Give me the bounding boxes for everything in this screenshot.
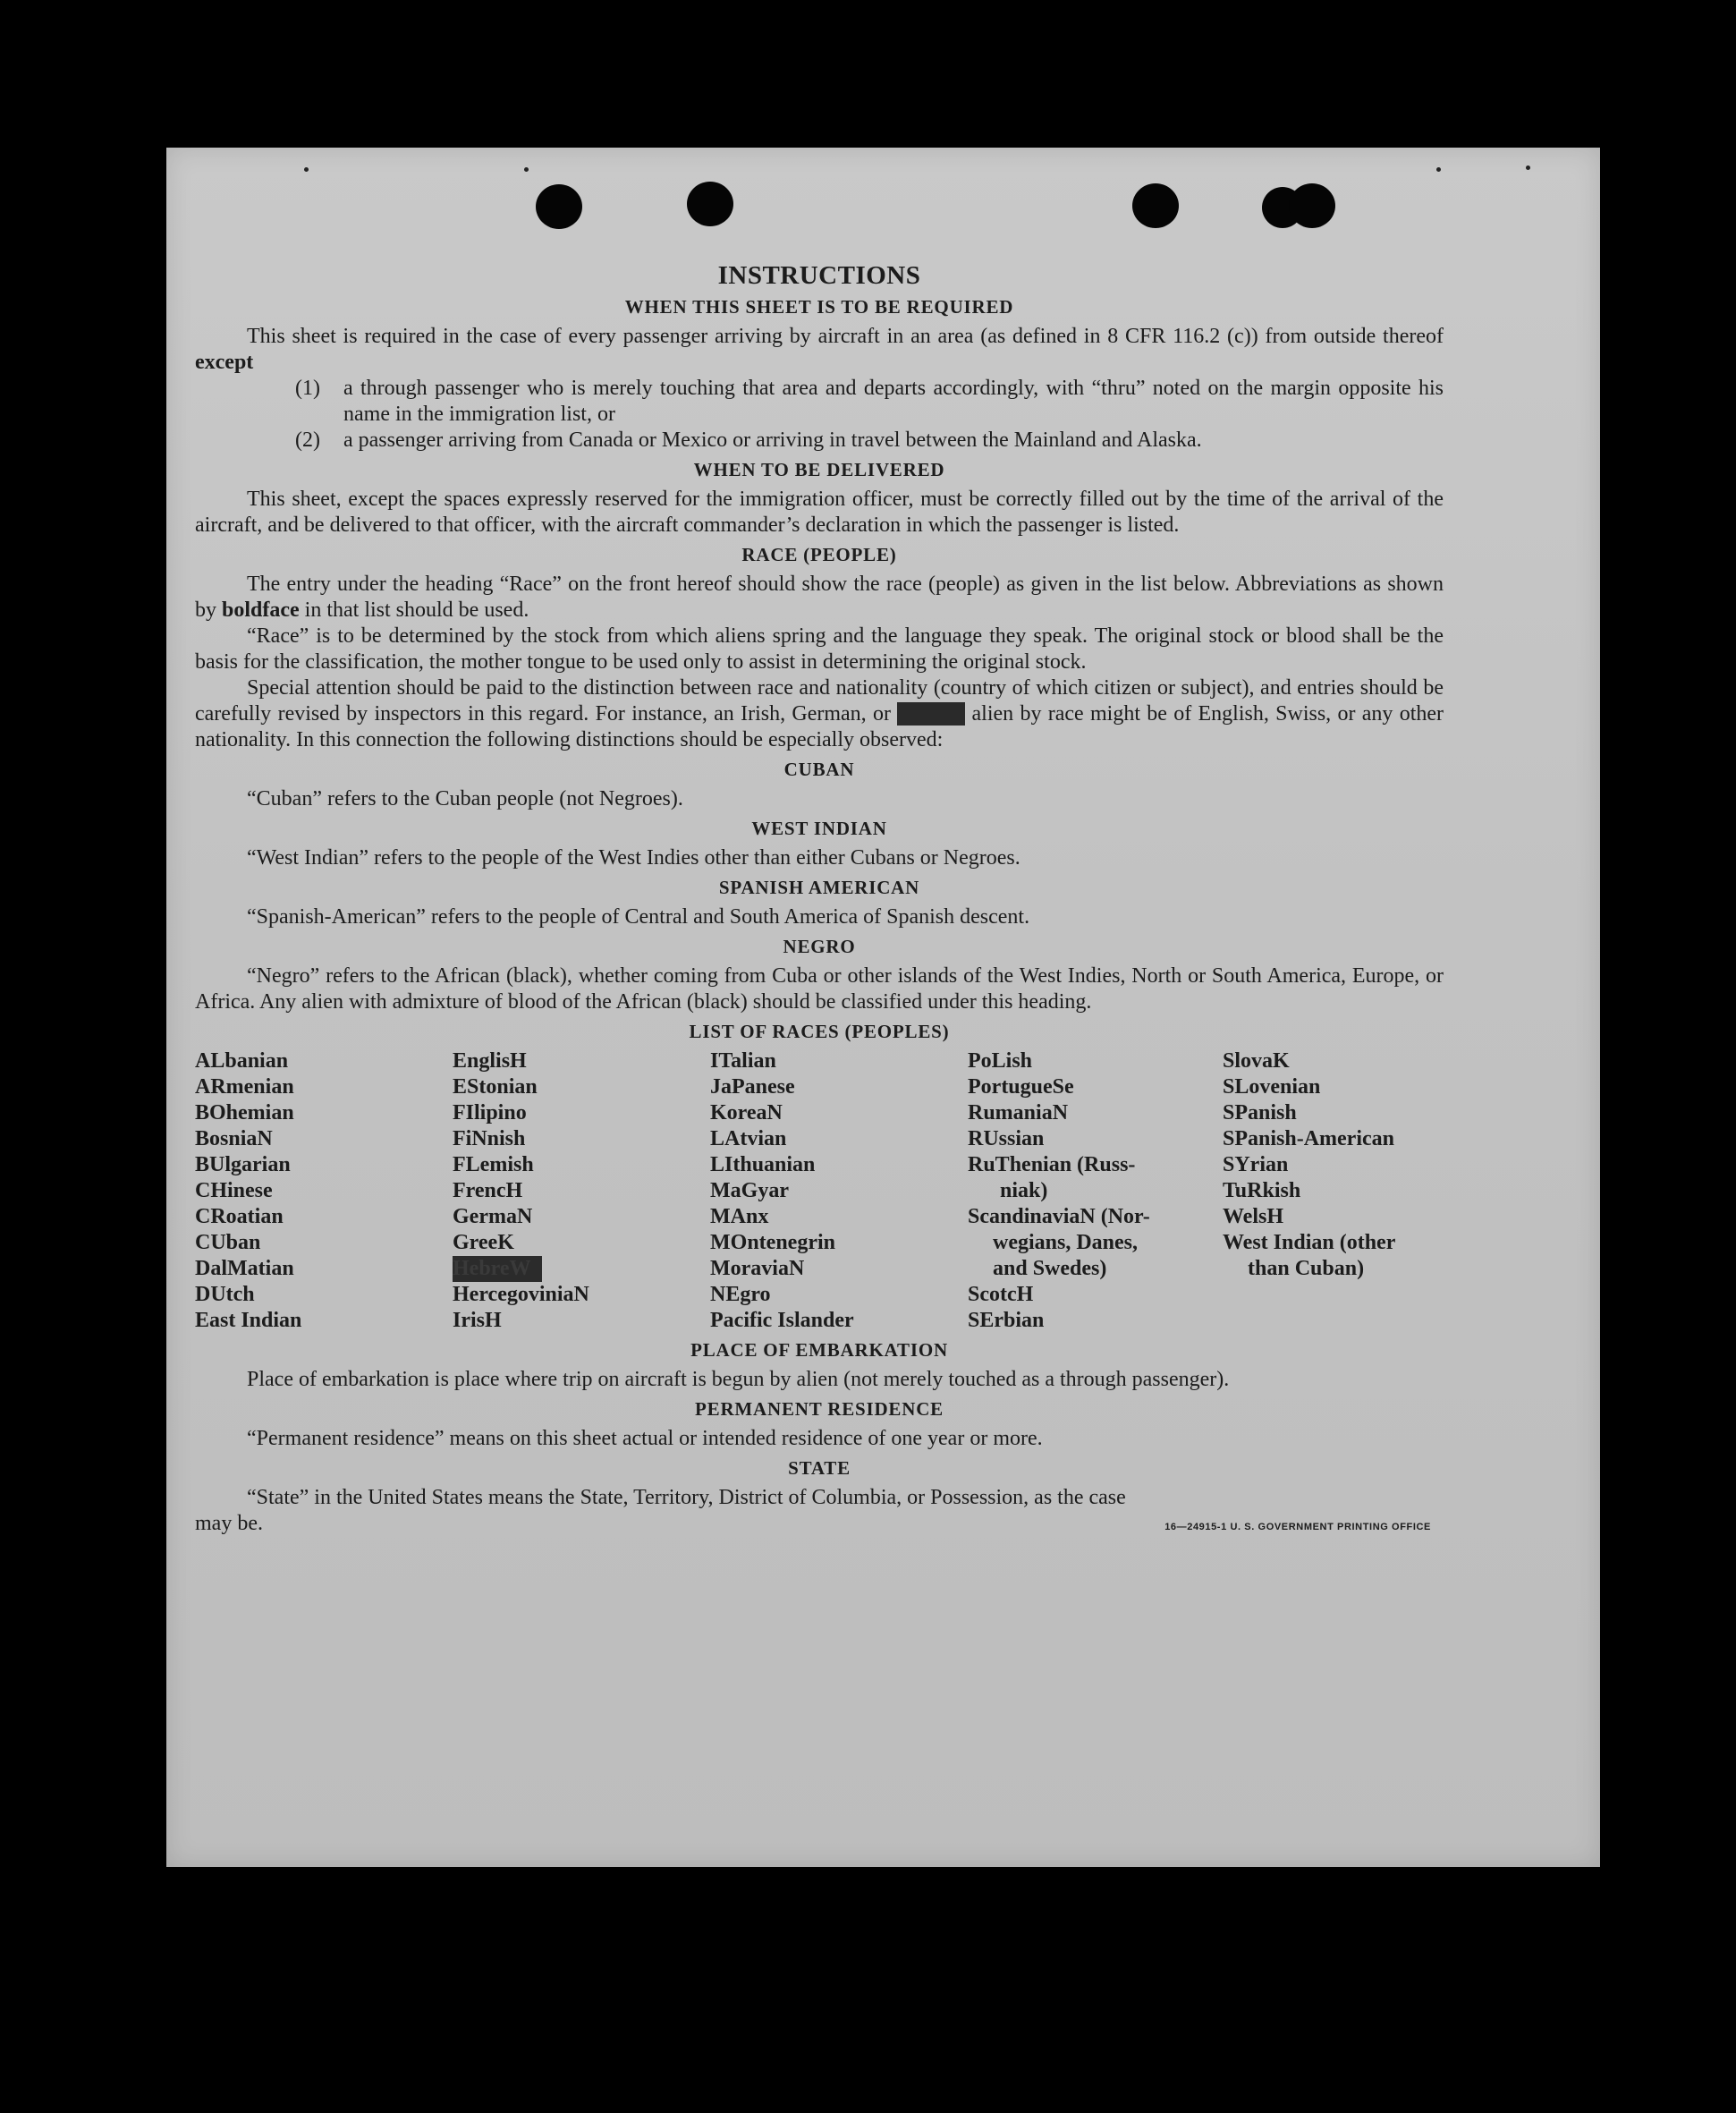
race-paragraph-1: The entry under the heading “Race” on the front hereof should show the race (people) as given in the list below. Abbreviations as shown by boldface in that list should be used. xyxy=(195,573,1444,622)
race-item: ScandinaviaN (Nor- xyxy=(968,1205,1150,1228)
race-item: BOhemian xyxy=(195,1101,294,1124)
race-paragraph-2: “Race” is to be determined by the stock from which aliens spring and the language they speak. The original stock or blood shall be the basis for the classification, the mother tongue to be used only to assist in determining the original stock. xyxy=(195,624,1444,674)
race-item: BUlgarian xyxy=(195,1153,291,1176)
race-item: MOntenegrin xyxy=(710,1231,835,1254)
heading-embarkation: PLACE OF EMBARKATION xyxy=(690,1339,948,1361)
heading-race: RACE (PEOPLE) xyxy=(741,544,897,565)
race-item: NEgro xyxy=(710,1283,771,1306)
speck xyxy=(1526,165,1530,170)
race-item: TuRkish xyxy=(1223,1179,1301,1202)
race-item: CHinese xyxy=(195,1179,273,1202)
race-item: niak) xyxy=(1000,1179,1048,1202)
race-item: KoreaN xyxy=(710,1101,783,1124)
heading-cuban: CUBAN xyxy=(783,759,855,780)
race-item: LIthuanian xyxy=(710,1153,816,1176)
race-item: SPanish xyxy=(1223,1101,1297,1124)
race-item: JaPanese xyxy=(710,1075,795,1099)
race-item: EnglisH xyxy=(453,1049,527,1073)
when-required-intro: This sheet is required in the case of every passenger arriving by aircraft in an area (as defined in 8 CFR 116.2 (c)) from outside thereof except xyxy=(195,325,1444,374)
race-item: GreeK xyxy=(453,1231,514,1254)
race-item: wegians, Danes, xyxy=(993,1231,1139,1254)
race-column-3 xyxy=(710,1048,968,1334)
when-delivered-text: This sheet, except the spaces expressly reserved for the immigration officer, must be correctly filled out by the time of the arrival of the aircraft, and be delivered to that officer, with the aircraft commander’s declaration in which the passenger is listed. xyxy=(195,488,1444,537)
race-item: SPanish-American xyxy=(1223,1127,1394,1150)
race-item: BosniaN xyxy=(195,1127,273,1150)
speck xyxy=(304,167,309,172)
heading-permanent-residence: PERMANENT RESIDENCE xyxy=(695,1398,944,1420)
race-item: CRoatian xyxy=(195,1205,284,1228)
race-item: RUssian xyxy=(968,1127,1045,1150)
document-sheet xyxy=(166,148,1600,1867)
cuban-text: “Cuban” refers to the Cuban people (not Negroes). xyxy=(247,787,683,810)
punch-hole xyxy=(1289,183,1335,228)
residence-text: “Permanent residence” means on this sheet actual or intended residence of one year or more. xyxy=(247,1427,1043,1450)
race-item: MAnx xyxy=(710,1205,769,1228)
heading-spanish-american: SPANISH AMERICAN xyxy=(718,877,920,898)
punch-hole xyxy=(687,182,733,226)
speck xyxy=(1436,167,1441,172)
punch-hole xyxy=(536,184,582,229)
race-item: Pacific Islander xyxy=(710,1309,854,1332)
race-item: ScotcH xyxy=(968,1283,1034,1306)
race-item: West Indian (other xyxy=(1223,1231,1396,1254)
race-item: SYrian xyxy=(1223,1153,1289,1176)
heading-when-delivered: WHEN TO BE DELIVERED xyxy=(693,459,945,480)
race-item: East Indian xyxy=(195,1309,302,1332)
race-column-4 xyxy=(968,1048,1223,1334)
state-text: “State” in the United States means the State, Territory, District of Columbia, or Possession, as the case xyxy=(247,1486,1126,1509)
race-item: FrencH xyxy=(453,1179,523,1202)
print-code: 16—24915-1 U. S. GOVERNMENT PRINTING OFFICE xyxy=(1164,1522,1431,1532)
race-column-5 xyxy=(1223,1048,1444,1334)
race-item: than Cuban) xyxy=(1248,1257,1365,1280)
embarkation-text: Place of embarkation is place where trip on aircraft is begun by alien (not merely touched as a through passenger). xyxy=(247,1368,1230,1391)
race-item: WelsH xyxy=(1223,1205,1284,1228)
race-item-redacted: HebreW xyxy=(453,1256,542,1282)
race-list xyxy=(195,1048,1444,1334)
punch-hole xyxy=(1132,183,1179,228)
race-column-2 xyxy=(453,1048,710,1334)
heading-list-of-races: LIST OF RACES (PEOPLES) xyxy=(689,1021,950,1042)
exception-item-2: (2) a passenger arriving from Canada or Mexico or arriving in travel between the Mainland and Alaska. xyxy=(295,429,1202,452)
redacted-word xyxy=(897,702,965,726)
race-item: SLovenian xyxy=(1223,1075,1321,1099)
race-item: MaGyar xyxy=(710,1179,789,1202)
race-item: ARmenian xyxy=(195,1075,294,1099)
race-item: FiNnish xyxy=(453,1127,526,1150)
race-item: RumaniaN xyxy=(968,1101,1069,1124)
race-item: CUban xyxy=(195,1231,261,1254)
race-item: ITalian xyxy=(710,1049,776,1073)
race-item: FIlipino xyxy=(453,1101,527,1124)
race-item: GermaN xyxy=(453,1205,533,1228)
instructions-body xyxy=(195,261,1444,1537)
race-item: DUtch xyxy=(195,1283,255,1306)
heading-when-required: WHEN THIS SHEET IS TO BE REQUIRED xyxy=(624,296,1014,318)
negro-text: “Negro” refers to the African (black), whether coming from Cuba or other islands of the West Indies, North or South America, Europe, or Africa. Any alien with admixture of blood of the African (black) should be classified under this heading. xyxy=(195,964,1444,1014)
state-text-end-line xyxy=(195,1511,1444,1537)
heading-negro: NEGRO xyxy=(783,936,856,957)
race-column-1 xyxy=(195,1048,453,1334)
heading-state: STATE xyxy=(788,1457,851,1479)
race-item: LAtvian xyxy=(710,1127,787,1150)
race-item: MoraviaN xyxy=(710,1257,805,1280)
race-item: RuThenian (Russ- xyxy=(968,1153,1136,1176)
race-item: SlovaK xyxy=(1223,1049,1290,1073)
race-item: EStonian xyxy=(453,1075,538,1099)
race-item: HercegoviniaN xyxy=(453,1283,589,1306)
state-text-end: may be. xyxy=(195,1512,263,1535)
race-item: IrisH xyxy=(453,1309,502,1332)
race-item: FLemish xyxy=(453,1153,534,1176)
page-title: INSTRUCTIONS xyxy=(717,261,921,290)
spanish-american-text: “Spanish-American” refers to the people of Central and South America of Spanish descent. xyxy=(247,905,1030,929)
race-item: DalMatian xyxy=(195,1257,294,1280)
race-item: ALbanian xyxy=(195,1049,289,1073)
race-item: SErbian xyxy=(968,1309,1045,1332)
race-item: PortugueSe xyxy=(968,1075,1074,1099)
west-indian-text: “West Indian” refers to the people of the West Indies other than either Cubans or Negroes. xyxy=(247,846,1020,870)
heading-west-indian: WEST INDIAN xyxy=(751,818,887,839)
race-paragraph-3: Special attention should be paid to the distinction between race and nationality (country of which citizen or subject), and entries should be carefully revised by inspectors in this regard. For instance, an Irish, German, or alien by race might be of English, Swiss, or any other nationality. In this connection the following distinctions should be especially observed: xyxy=(195,676,1444,751)
speck xyxy=(524,167,529,172)
race-item: and Swedes) xyxy=(993,1257,1107,1280)
exception-item-1: (1) a through passenger who is merely touching that area and departs accordingly, with “thru” noted on the margin opposite his name in the immigration list, or xyxy=(295,377,1444,426)
race-item: PoLish xyxy=(968,1049,1033,1073)
